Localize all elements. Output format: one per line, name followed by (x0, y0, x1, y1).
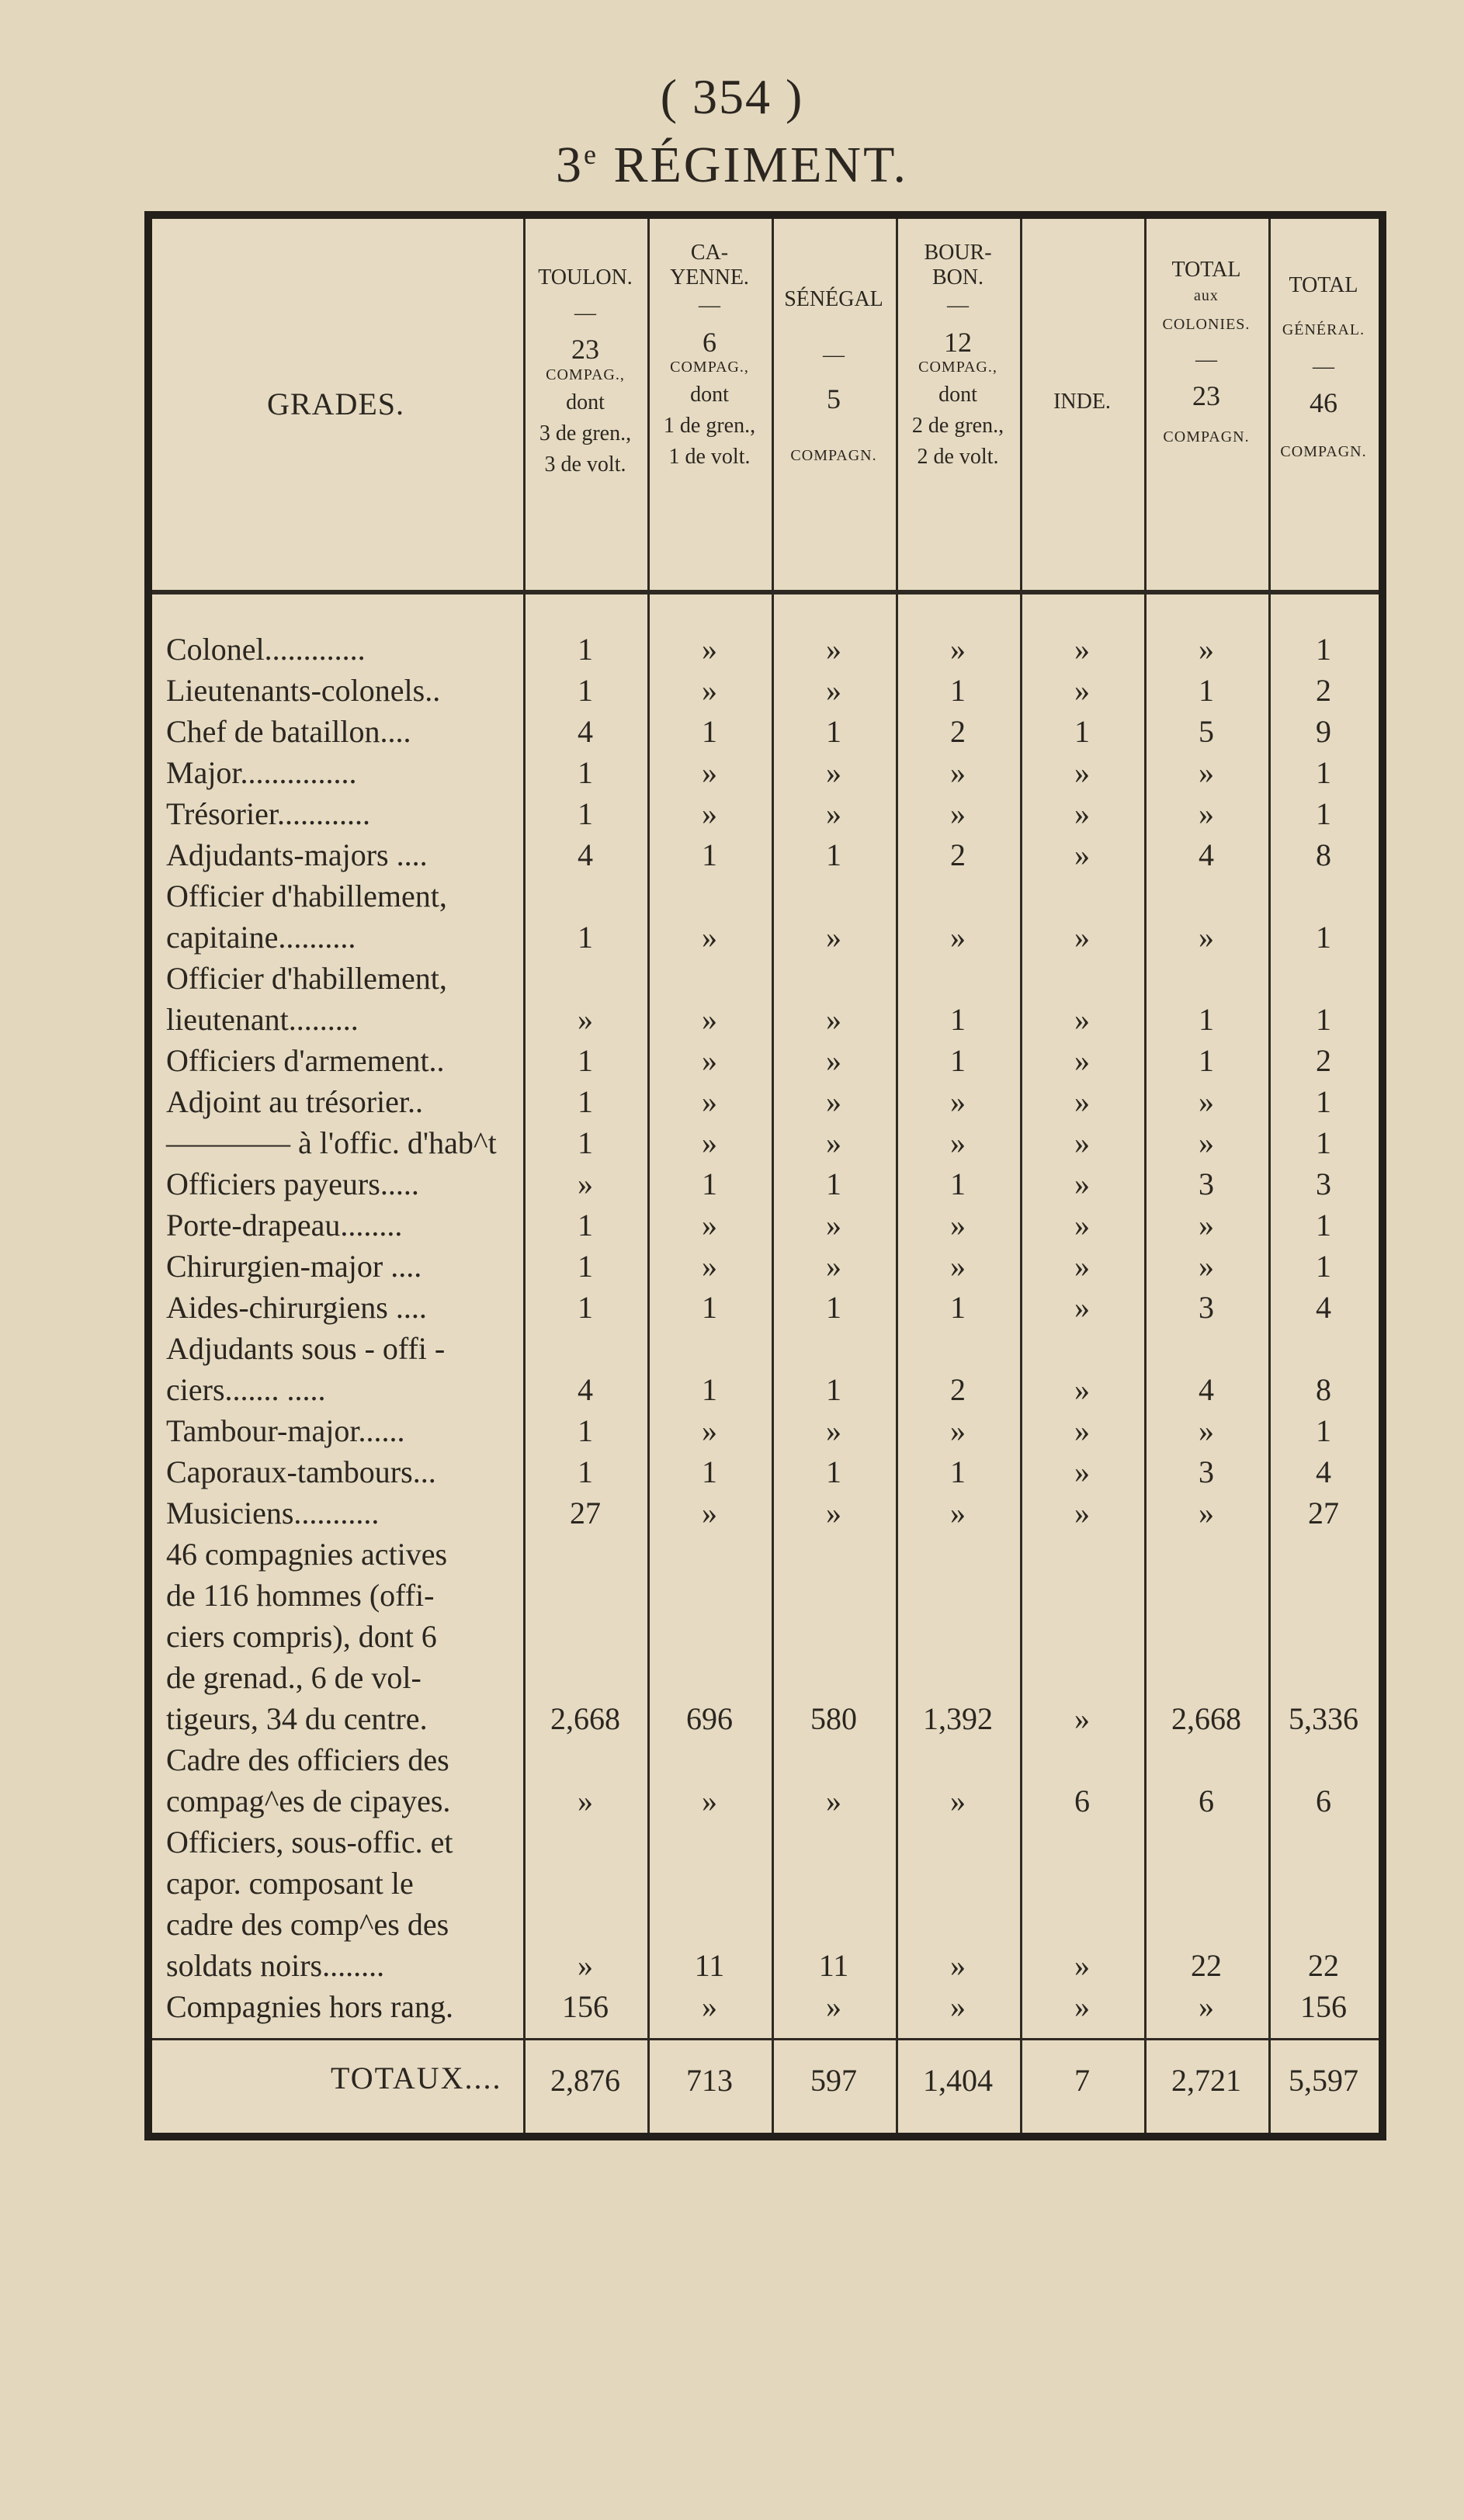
row-cell: » (702, 755, 717, 790)
row-label: Aides-chirurgiens .... (166, 1290, 427, 1325)
row-cell: 1 (1316, 920, 1331, 955)
row-cell: 4 (578, 1372, 593, 1407)
row-label: Adjudants sous - offi - ciers....... ..... (166, 1331, 446, 1407)
row-label: Officier d'habillement, capitaine.......... (166, 879, 447, 955)
row-cell: » (826, 1084, 841, 1119)
row-cell: » (1074, 1208, 1090, 1243)
row-cell: 1 (702, 1290, 717, 1325)
row-cell: » (1199, 920, 1214, 955)
totals-cell: 2,876 (550, 2063, 620, 2098)
row-cell: » (826, 1043, 841, 1078)
row-label: Chirurgien-major .... (166, 1249, 422, 1284)
row-cell: » (950, 1989, 966, 2024)
row-cell: » (1074, 1413, 1090, 1448)
row-cell: 1 (826, 1290, 841, 1325)
row-label: Lieutenants-colonels.. (166, 673, 441, 708)
row-cell: » (1199, 1208, 1214, 1243)
toulon-header: TOULON. — 23 COMPAG., dont 3 de gren., 3 de volt. (538, 265, 633, 477)
row-cell: 1 (578, 1454, 593, 1489)
row-label: Caporaux-tambours... (166, 1454, 436, 1489)
row-cell: 1 (950, 1166, 966, 1201)
totals-cell: 5,597 (1289, 2063, 1358, 2098)
row-label: Adjoint au trésorier.. (166, 1084, 424, 1119)
row-cell: 4 (1316, 1290, 1331, 1325)
row-cell: » (950, 1496, 966, 1530)
row-cell: 1 (578, 1125, 593, 1160)
row-cell: » (950, 920, 966, 955)
row-cell: 4 (1199, 837, 1214, 872)
row-cell: 3 (1199, 1290, 1214, 1325)
row-cell: 6 (1199, 1783, 1214, 1818)
row-cell: » (826, 1002, 841, 1037)
row-cell: » (702, 1125, 717, 1160)
row-cell: » (826, 796, 841, 831)
row-cell: » (1074, 1084, 1090, 1119)
row-cell: 11 (818, 1948, 849, 1983)
row-cell: 1 (578, 1084, 593, 1119)
cayenne-header: CA- YENNE. — 6 COMPAG., dont 1 de gren., 1 de volt. (663, 241, 756, 470)
row-cell: 4 (578, 837, 593, 872)
row-cell: 2 (950, 714, 966, 749)
row-cell: 1 (702, 1166, 717, 1201)
row-cell: 6 (1316, 1783, 1331, 1818)
row-cell: 1 (702, 1454, 717, 1489)
row-cell: » (826, 1249, 841, 1284)
row-cell: 1 (826, 1454, 841, 1489)
row-cell: 1 (1199, 1002, 1214, 1037)
grades-header: GRADES. (267, 386, 405, 421)
row-cell: 4 (578, 714, 593, 749)
row-cell: » (702, 1002, 717, 1037)
row-cell: 1 (578, 1043, 593, 1078)
row-cell: » (702, 1496, 717, 1530)
totals-rule (152, 2038, 1379, 2040)
row-cell: 1 (950, 1454, 966, 1489)
row-cell: 4 (1316, 1454, 1331, 1489)
row-cell: 8 (1316, 1372, 1331, 1407)
row-cell: 156 (562, 1989, 609, 2024)
row-cell: 1 (950, 673, 966, 708)
row-cell: » (1199, 796, 1214, 831)
row-label: Tambour-major...... (166, 1413, 405, 1448)
row-cell: » (826, 1989, 841, 2024)
row-label: Trésorier............ (166, 796, 370, 831)
row-cell: 6 (1074, 1783, 1090, 1818)
row-cell: 1 (1316, 1125, 1331, 1160)
row-cell: 1 (578, 1208, 593, 1243)
row-cell: » (1074, 1948, 1090, 1983)
row-cell: » (1074, 1125, 1090, 1160)
row-cell: » (702, 1084, 717, 1119)
totals-cell: 2,721 (1171, 2063, 1241, 2098)
row-cell: » (826, 1413, 841, 1448)
row-cell: 696 (686, 1701, 733, 1736)
row-cell: » (950, 796, 966, 831)
row-cell: 1 (702, 714, 717, 749)
row-cell: 1,392 (923, 1701, 993, 1736)
row-cell: » (1199, 632, 1214, 667)
row-cell: 1 (1316, 1413, 1331, 1448)
row-cell: » (826, 1783, 841, 1818)
row-label: Officiers, sous-offic. et capor. composant le cadre des comp^es des soldats noirs........ (166, 1825, 453, 1983)
row-cell: 1 (578, 796, 593, 831)
row-cell: 1 (1316, 632, 1331, 667)
row-cell: 3 (1199, 1454, 1214, 1489)
row-cell: 1 (1199, 673, 1214, 708)
row-cell: 9 (1316, 714, 1331, 749)
row-cell: » (1199, 1084, 1214, 1119)
row-cell: 1 (826, 837, 841, 872)
row-cell: » (950, 755, 966, 790)
row-cell: » (1074, 1496, 1090, 1530)
row-cell: » (1074, 673, 1090, 708)
row-cell: 1 (578, 1249, 593, 1284)
row-label: Chef de bataillon.... (166, 714, 411, 749)
row-cell: 1 (702, 837, 717, 872)
row-cell: 2 (950, 1372, 966, 1407)
title-ordinal: 3 (555, 137, 584, 193)
row-cell: » (1074, 796, 1090, 831)
row-cell: 1 (1316, 796, 1331, 831)
row-cell: 11 (694, 1948, 725, 1983)
row-label: Porte-drapeau........ (166, 1208, 403, 1243)
totals-cell: 7 (1074, 2063, 1090, 2098)
row-cell: » (1074, 1989, 1090, 2024)
row-cell: » (1074, 920, 1090, 955)
row-cell: 1 (578, 755, 593, 790)
row-cell: 1 (1074, 714, 1090, 749)
row-cell: » (1074, 837, 1090, 872)
row-label: Colonel............. (166, 632, 366, 667)
row-cell: » (578, 1948, 593, 1983)
row-cell: 5,336 (1289, 1701, 1358, 1736)
row-cell: 1 (950, 1043, 966, 1078)
row-cell: 1 (578, 1413, 593, 1448)
row-cell: » (1074, 1290, 1090, 1325)
row-cell: 1 (826, 714, 841, 749)
row-cell: 8 (1316, 837, 1331, 872)
row-cell: » (826, 632, 841, 667)
row-cell: » (1199, 1125, 1214, 1160)
row-label: Cadre des officiers des compag^es de cipayes. (166, 1742, 451, 1818)
row-cell: 1 (1199, 1043, 1214, 1078)
row-cell: » (702, 1208, 717, 1243)
row-cell: 1 (1316, 755, 1331, 790)
title-ordinal-sup: e (583, 139, 598, 170)
row-cell: » (1074, 1454, 1090, 1489)
row-cell: » (1074, 1372, 1090, 1407)
row-label: 46 compagnies actives de 116 hommes (offi- ciers compris), dont 6 de grenad., 6 de vol- tigeurs, 34 du centre. (166, 1537, 448, 1736)
row-cell: 156 (1300, 1989, 1347, 2024)
row-label: ———— à l'offic. d'hab^t (166, 1125, 497, 1160)
row-cell: 2 (1316, 673, 1331, 708)
row-cell: 1 (950, 1290, 966, 1325)
row-cell: » (702, 1413, 717, 1448)
row-cell: » (826, 673, 841, 708)
row-cell: » (702, 920, 717, 955)
regiment-table (144, 211, 1386, 2140)
row-cell: » (578, 1783, 593, 1818)
row-cell: » (1199, 1496, 1214, 1530)
row-cell: 27 (570, 1496, 601, 1530)
row-cell: 1 (826, 1166, 841, 1201)
row-cell: 1 (578, 673, 593, 708)
row-cell: » (1074, 1249, 1090, 1284)
row-cell: » (826, 1208, 841, 1243)
row-cell: » (1199, 1413, 1214, 1448)
row-cell: » (702, 1043, 717, 1078)
header-rule (152, 590, 1379, 594)
row-label: Musiciens........... (166, 1496, 380, 1530)
row-label: Officiers d'armement.. (166, 1043, 445, 1078)
row-cell: » (578, 1166, 593, 1201)
bourbon-header: BOUR- BON. — 12 COMPAG., dont 2 de gren., 2 de volt. (911, 241, 1004, 470)
row-cell: » (1074, 632, 1090, 667)
total-general-header: TOTAL GÉNÉRAL. — 46 COMPAGN. (1280, 273, 1367, 460)
row-cell: » (826, 755, 841, 790)
row-cell: » (950, 1413, 966, 1448)
row-cell: 1 (578, 920, 593, 955)
page-title (0, 136, 1464, 195)
total-colonies-header: TOTAL aux COLONIES. — 23 COMPAGN. (1162, 258, 1251, 445)
row-cell: » (578, 1002, 593, 1037)
row-cell: 1 (1316, 1208, 1331, 1243)
row-cell: » (702, 1783, 717, 1818)
senegal-header: SÉNÉGAL — 5 COMPAGN. (784, 287, 883, 464)
row-cell: 22 (1308, 1948, 1339, 1983)
row-cell: » (1199, 1249, 1214, 1284)
row-label: Compagnies hors rang. (166, 1989, 453, 2024)
row-label: Adjudants-majors .... (166, 837, 428, 872)
row-cell: » (1199, 1989, 1214, 2024)
row-cell: » (1074, 1043, 1090, 1078)
row-cell: » (950, 1249, 966, 1284)
row-cell: 1 (1316, 1084, 1331, 1119)
row-cell: » (702, 796, 717, 831)
row-cell: » (826, 1125, 841, 1160)
row-cell: » (1074, 1166, 1090, 1201)
row-cell: 1 (1316, 1002, 1331, 1037)
row-cell: » (1199, 755, 1214, 790)
row-cell: » (826, 1496, 841, 1530)
row-label: Officiers payeurs..... (166, 1166, 419, 1201)
row-label: Officier d'habillement, lieutenant......... (166, 961, 447, 1037)
row-cell: 1 (578, 1290, 593, 1325)
row-cell: 1 (1316, 1249, 1331, 1284)
row-cell: 2 (1316, 1043, 1331, 1078)
row-cell: » (1074, 1002, 1090, 1037)
totals-cell: 597 (810, 2063, 857, 2098)
totals-cell: 713 (686, 2063, 733, 2098)
row-cell: 580 (810, 1701, 857, 1736)
row-cell: 22 (1191, 1948, 1222, 1983)
row-cell: » (702, 673, 717, 708)
row-cell: 5 (1199, 714, 1214, 749)
row-cell: » (950, 1084, 966, 1119)
row-cell: » (826, 920, 841, 955)
row-cell: 2,668 (1171, 1701, 1241, 1736)
row-cell: » (1074, 1701, 1090, 1736)
row-cell: 2 (950, 837, 966, 872)
row-cell: » (950, 1208, 966, 1243)
row-cell: » (950, 1125, 966, 1160)
row-cell: 27 (1308, 1496, 1339, 1530)
row-cell: » (950, 1948, 966, 1983)
row-cell: 3 (1199, 1166, 1214, 1201)
row-cell: » (702, 1249, 717, 1284)
row-cell: » (702, 1989, 717, 2024)
title-name: RÉGIMENT. (613, 137, 909, 193)
row-cell: 1 (578, 632, 593, 667)
row-cell: 3 (1316, 1166, 1331, 1201)
row-label: Major............... (166, 755, 357, 790)
row-cell: » (950, 632, 966, 667)
row-cell: 1 (702, 1372, 717, 1407)
row-cell: 1 (950, 1002, 966, 1037)
totals-label: TOTAUX.... (331, 2061, 502, 2095)
row-cell: » (950, 1783, 966, 1818)
row-cell: 4 (1199, 1372, 1214, 1407)
row-cell: 1 (826, 1372, 841, 1407)
totals-cell: 1,404 (923, 2063, 993, 2098)
row-cell: » (702, 632, 717, 667)
page-number: ( 354 ) (660, 69, 804, 124)
row-cell: » (1074, 755, 1090, 790)
inde-header: INDE. (1053, 390, 1111, 414)
row-cell: 2,668 (550, 1701, 620, 1736)
